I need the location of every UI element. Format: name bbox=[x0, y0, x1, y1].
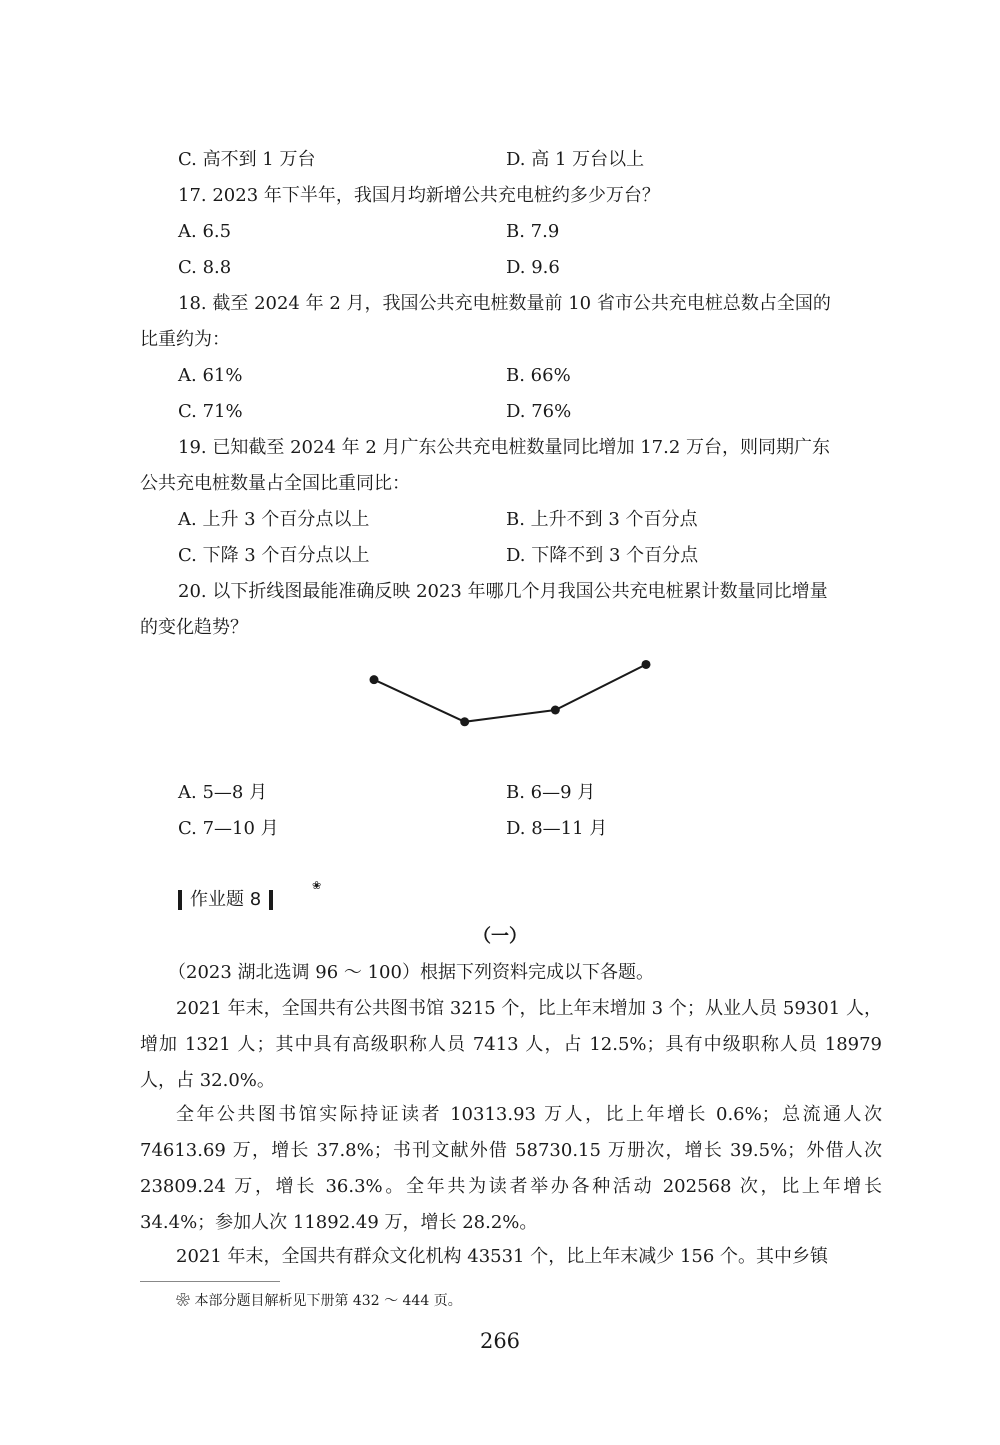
material-paragraph-1: 2021 年末，全国共有公共图书馆 3215 个，比上年末增加 3 个；从业人员 59301 人，增加 1321 人；其中具有高级职称人员 7413 人，占 12.5%；具有中级职称人员 18979 人，占 32.0%。 bbox=[140, 998, 882, 1091]
q18-stem-line2: 比重约为： bbox=[140, 329, 230, 350]
material-paragraph-3: 2021 年末，全国共有群众文化机构 43531 个，比上年末减少 156 个。其中乡镇 bbox=[176, 1246, 829, 1267]
q18-option-a: A. 61% bbox=[178, 365, 243, 386]
q16-option-c: C. 高不到 1 万台 bbox=[178, 149, 316, 170]
footnote: ❀ 本部分题目解析见下册第 432 ～ 444 页。 bbox=[176, 1293, 462, 1309]
series-line bbox=[374, 664, 646, 721]
section-title: 作业题 8 bbox=[190, 889, 262, 910]
data-point-1 bbox=[370, 675, 379, 684]
q17-option-b: B. 7.9 bbox=[506, 221, 560, 242]
data-point-4 bbox=[642, 660, 651, 669]
q17-stem: 17. 2023 年下半年，我国月均新增公共充电桩约多少万台？ bbox=[178, 185, 660, 206]
q16-option-d: D. 高 1 万台以上 bbox=[506, 149, 645, 170]
q17-option-c: C. 8.8 bbox=[178, 257, 232, 278]
q20-stem-line2: 的变化趋势？ bbox=[140, 617, 248, 638]
material-paragraph-2: 全年公共图书馆实际持证读者 10313.93 万人，比上年增长 0.6%；总流通人次 74613.69 万，增长 37.8%；书刊文献外借 58730.15 万册次，增长 39.5%；外借人次 23809.24 万，增长 36.3%。全年共为读者举办各种活动 202568 次，比上年增长 34.4%；参加人次 11892.49 万，增长 28.2%。 bbox=[140, 1104, 882, 1233]
q19-option-c: C. 下降 3 个百分点以上 bbox=[178, 545, 370, 566]
q18-stem-line1: 18. 截至 2024 年 2 月，我国公共充电桩数量前 10 省市公共充电桩总数占全国的 bbox=[178, 293, 831, 314]
q20-option-c: C. 7—10 月 bbox=[178, 818, 279, 839]
q19-stem-line1: 19. 已知截至 2024 年 2 月广东公共充电桩数量同比增加 17.2 万台，则同期广东 bbox=[178, 437, 831, 458]
q19-option-a: A. 上升 3 个百分点以上 bbox=[178, 509, 370, 530]
data-point-3 bbox=[551, 706, 560, 715]
section-heading bbox=[178, 886, 273, 914]
heading-bar-right bbox=[269, 890, 273, 910]
q18-option-d: D. 76% bbox=[506, 401, 572, 422]
q18-option-c: C. 71% bbox=[178, 401, 243, 422]
q20-stem-line1: 20. 以下折线图最能准确反映 2023 年哪几个月我国公共充电桩累计数量同比增量 bbox=[178, 581, 828, 602]
data-point-2 bbox=[460, 717, 469, 726]
q19-option-b: B. 上升不到 3 个百分点 bbox=[506, 509, 698, 530]
page-number: 266 bbox=[479, 1329, 521, 1353]
q20-option-b: B. 6—9 月 bbox=[506, 782, 596, 803]
q17-option-d: D. 9.6 bbox=[506, 257, 560, 278]
q17-option-a: A. 6.5 bbox=[178, 221, 232, 242]
q19-option-d: D. 下降不到 3 个百分点 bbox=[506, 545, 699, 566]
material-intro: （2023 湖北选调 96 ～ 100）根据下列资料完成以下各题。 bbox=[168, 962, 654, 983]
trend-line-chart bbox=[360, 645, 660, 775]
footnote-divider bbox=[140, 1281, 280, 1282]
q20-option-d: D. 8—11 月 bbox=[506, 818, 608, 839]
footnote-marker-icon: ❀ bbox=[312, 879, 322, 892]
heading-bar-left bbox=[178, 890, 182, 910]
q18-option-b: B. 66% bbox=[506, 365, 571, 386]
q19-stem-line2: 公共充电桩数量占全国比重同比： bbox=[140, 473, 410, 494]
part-title: （一） bbox=[473, 926, 527, 947]
q20-option-a: A. 5—8 月 bbox=[178, 782, 268, 803]
